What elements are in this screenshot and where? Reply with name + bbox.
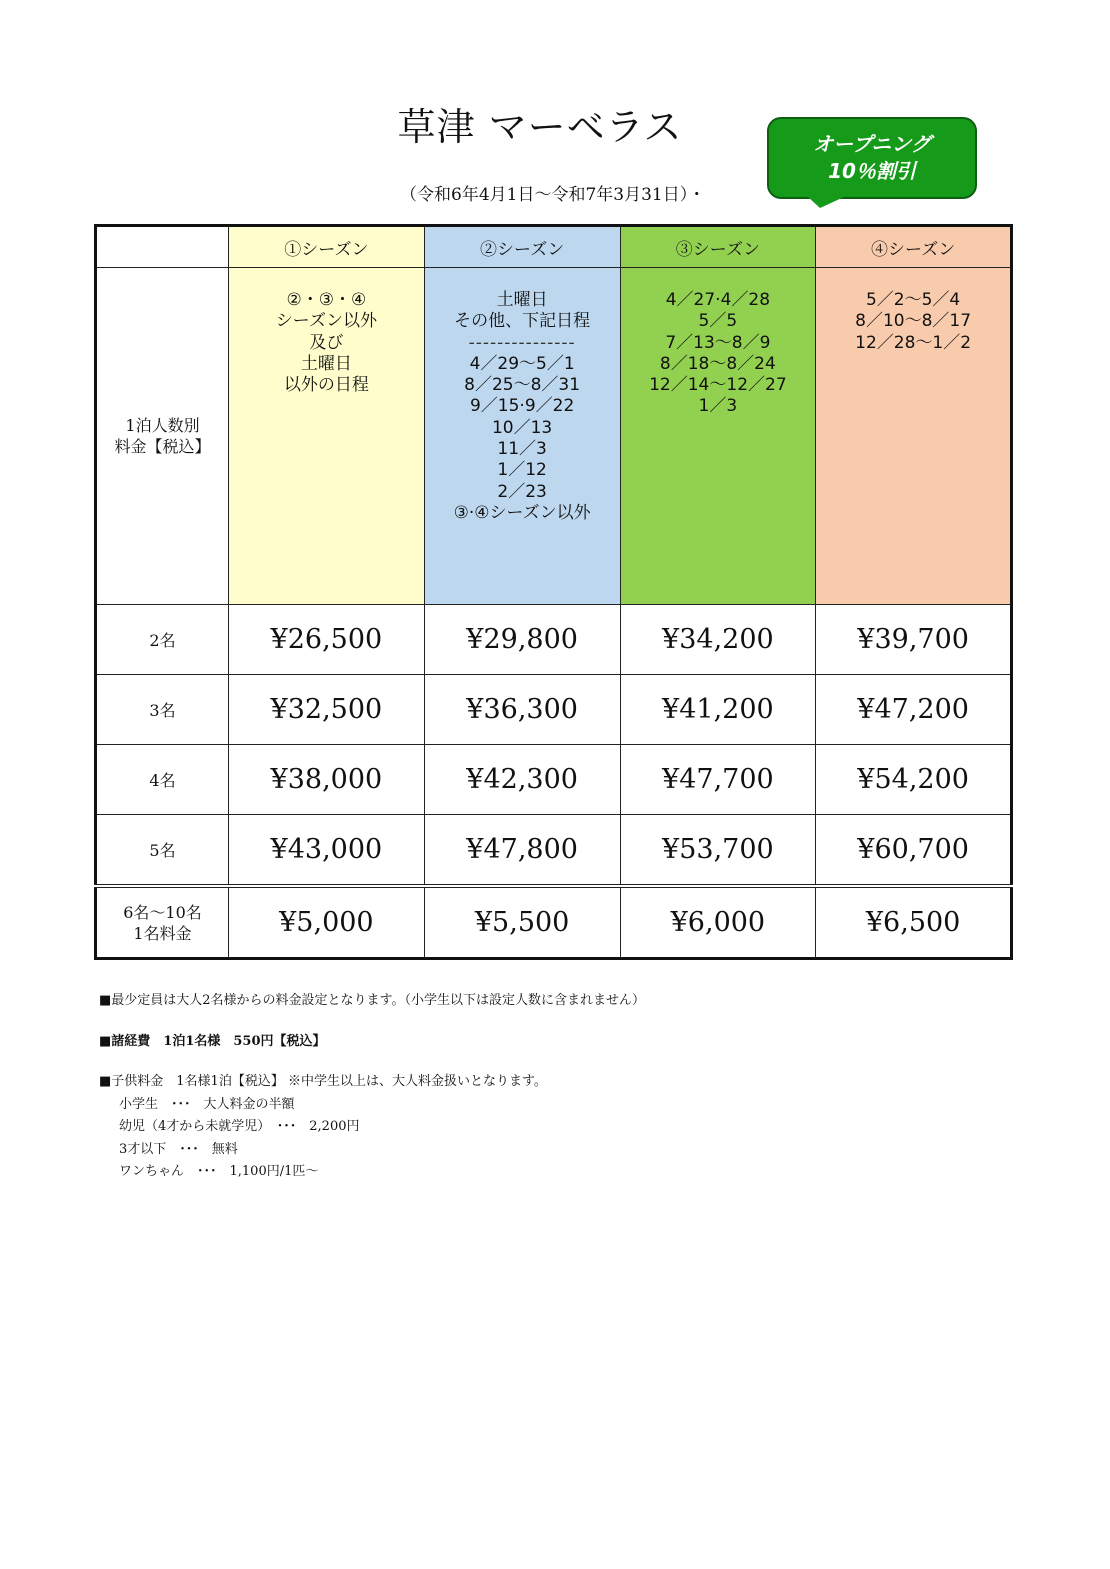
price-cell: ¥5,500 [424, 886, 620, 959]
season-header-4: ④シーズン [816, 226, 1012, 268]
date-line: 8／18～8／24 [659, 353, 776, 374]
price-cell: ¥60,700 [816, 815, 1012, 887]
rate-table [94, 224, 1013, 960]
date-line: 及び [309, 332, 344, 353]
price-cell: ¥6,500 [816, 886, 1012, 959]
badge-line2: 10％割引 [828, 159, 916, 183]
price-cell: ¥39,700 [816, 605, 1012, 675]
page-title-text: 草津 マーベラス [397, 105, 683, 149]
season-dates-2 [424, 268, 620, 605]
dashed-separator: --------------- [468, 332, 576, 353]
date-line: 12／28～1／2 [855, 332, 972, 353]
season-dates-row [96, 268, 1012, 605]
season-dates-1 [229, 268, 425, 605]
price-row-extra [96, 886, 1012, 959]
date-line: その他、下記日程 [454, 311, 591, 332]
notes-section [99, 990, 645, 1184]
note-child-title: ■子供料金 1名様1泊【税込】 ※中学生以上は、大人料金扱いとなります。 [99, 1074, 547, 1089]
note-child-item: ワンちゃん ･･･ 1,100円/1匹～ [119, 1164, 319, 1179]
price-cell: ¥53,700 [620, 815, 816, 887]
price-cell: ¥6,000 [620, 886, 816, 959]
extra-guest-label [96, 886, 229, 959]
date-line: 1／3 [698, 396, 738, 417]
price-cell: ¥26,500 [229, 605, 425, 675]
date-line: シーズン以外 [275, 311, 377, 332]
extra-guest-line2: 1名料金 [133, 923, 192, 943]
season-header-2: ②シーズン [424, 226, 620, 268]
date-line: 以外の日程 [283, 375, 369, 396]
price-cell: ¥47,700 [620, 745, 816, 815]
price-cell: ¥38,000 [229, 745, 425, 815]
date-line: ②・③・④ [286, 290, 367, 310]
date-line: 12／14～12／27 [649, 375, 787, 396]
price-row-3 [96, 675, 1012, 745]
date-line: 8／25～8／31 [464, 375, 581, 396]
price-cell: ¥5,000 [229, 886, 425, 959]
date-line: 5／5 [698, 311, 738, 332]
note-child-item: 小学生 ･･･ 大人料金の半額 [119, 1096, 295, 1112]
season-header-row [96, 226, 1012, 268]
price-cell: ¥42,300 [424, 745, 620, 815]
price-cell: ¥36,300 [424, 675, 620, 745]
price-cell: ¥43,000 [229, 815, 425, 887]
note-child-item: 3才以下 ･･･ 無料 [119, 1141, 238, 1157]
price-row-4 [96, 745, 1012, 815]
price-cell: ¥29,800 [424, 605, 620, 675]
season-header-3: ③シーズン [620, 226, 816, 268]
validity-period: （令和6年4月1日～令和7年3月31日）・ [400, 185, 706, 205]
price-row-5 [96, 815, 1012, 887]
extra-guest-line1: 6名～10名 [123, 902, 202, 922]
rate-type-line1: 1泊人数別 [125, 416, 200, 435]
note-minimum: ■最少定員は大人2名様からの料金設定となります。（小学生以下は設定人数に含まれません） [99, 993, 646, 1008]
guest-count-label: 2名 [96, 605, 229, 675]
price-cell: ¥54,200 [816, 745, 1012, 815]
price-cell: ¥34,200 [620, 605, 816, 675]
discount-badge [767, 117, 977, 199]
guest-count-label: 5名 [96, 815, 229, 887]
price-cell: ¥47,200 [816, 675, 1012, 745]
season-header-1: ①シーズン [229, 226, 425, 268]
rate-type-label [96, 268, 229, 605]
price-cell: ¥47,800 [424, 815, 620, 887]
guest-count-label: 4名 [96, 745, 229, 815]
season-dates-3 [620, 268, 816, 605]
date-line: 7／13～8／9 [665, 332, 771, 353]
date-line: 4／27·4／28 [665, 290, 771, 310]
rate-type-line2: 料金【税込】 [114, 437, 211, 456]
badge-line1: オープニング [813, 132, 931, 156]
note-fees: ■諸経費 1泊1名様 550円【税込】 [99, 1033, 326, 1049]
season-dates-4 [816, 268, 1012, 605]
price-cell: ¥41,200 [620, 675, 816, 745]
date-line: 8／10～8／17 [855, 311, 972, 332]
date-line: 11／3 [497, 439, 547, 460]
badge-tail-shape [808, 197, 844, 208]
date-line: ③·④シーズン以外 [453, 502, 591, 523]
date-line: 2／23 [497, 481, 547, 502]
date-line: 4／29～5／1 [469, 353, 575, 374]
guest-count-label: 3名 [96, 675, 229, 745]
date-line: 土曜日 [300, 353, 352, 374]
date-line: 9／15·9／22 [469, 396, 575, 417]
date-line: 土曜日 [496, 290, 548, 310]
corner-cell [96, 226, 229, 268]
date-line: 5／2～5／4 [865, 290, 961, 310]
date-line: 10／13 [491, 417, 553, 438]
note-child-item: 幼児（4才から未就学児） ･･･ 2,200円 [119, 1119, 360, 1134]
price-row-2 [96, 605, 1012, 675]
price-cell: ¥32,500 [229, 675, 425, 745]
date-line: 1／12 [497, 460, 547, 481]
